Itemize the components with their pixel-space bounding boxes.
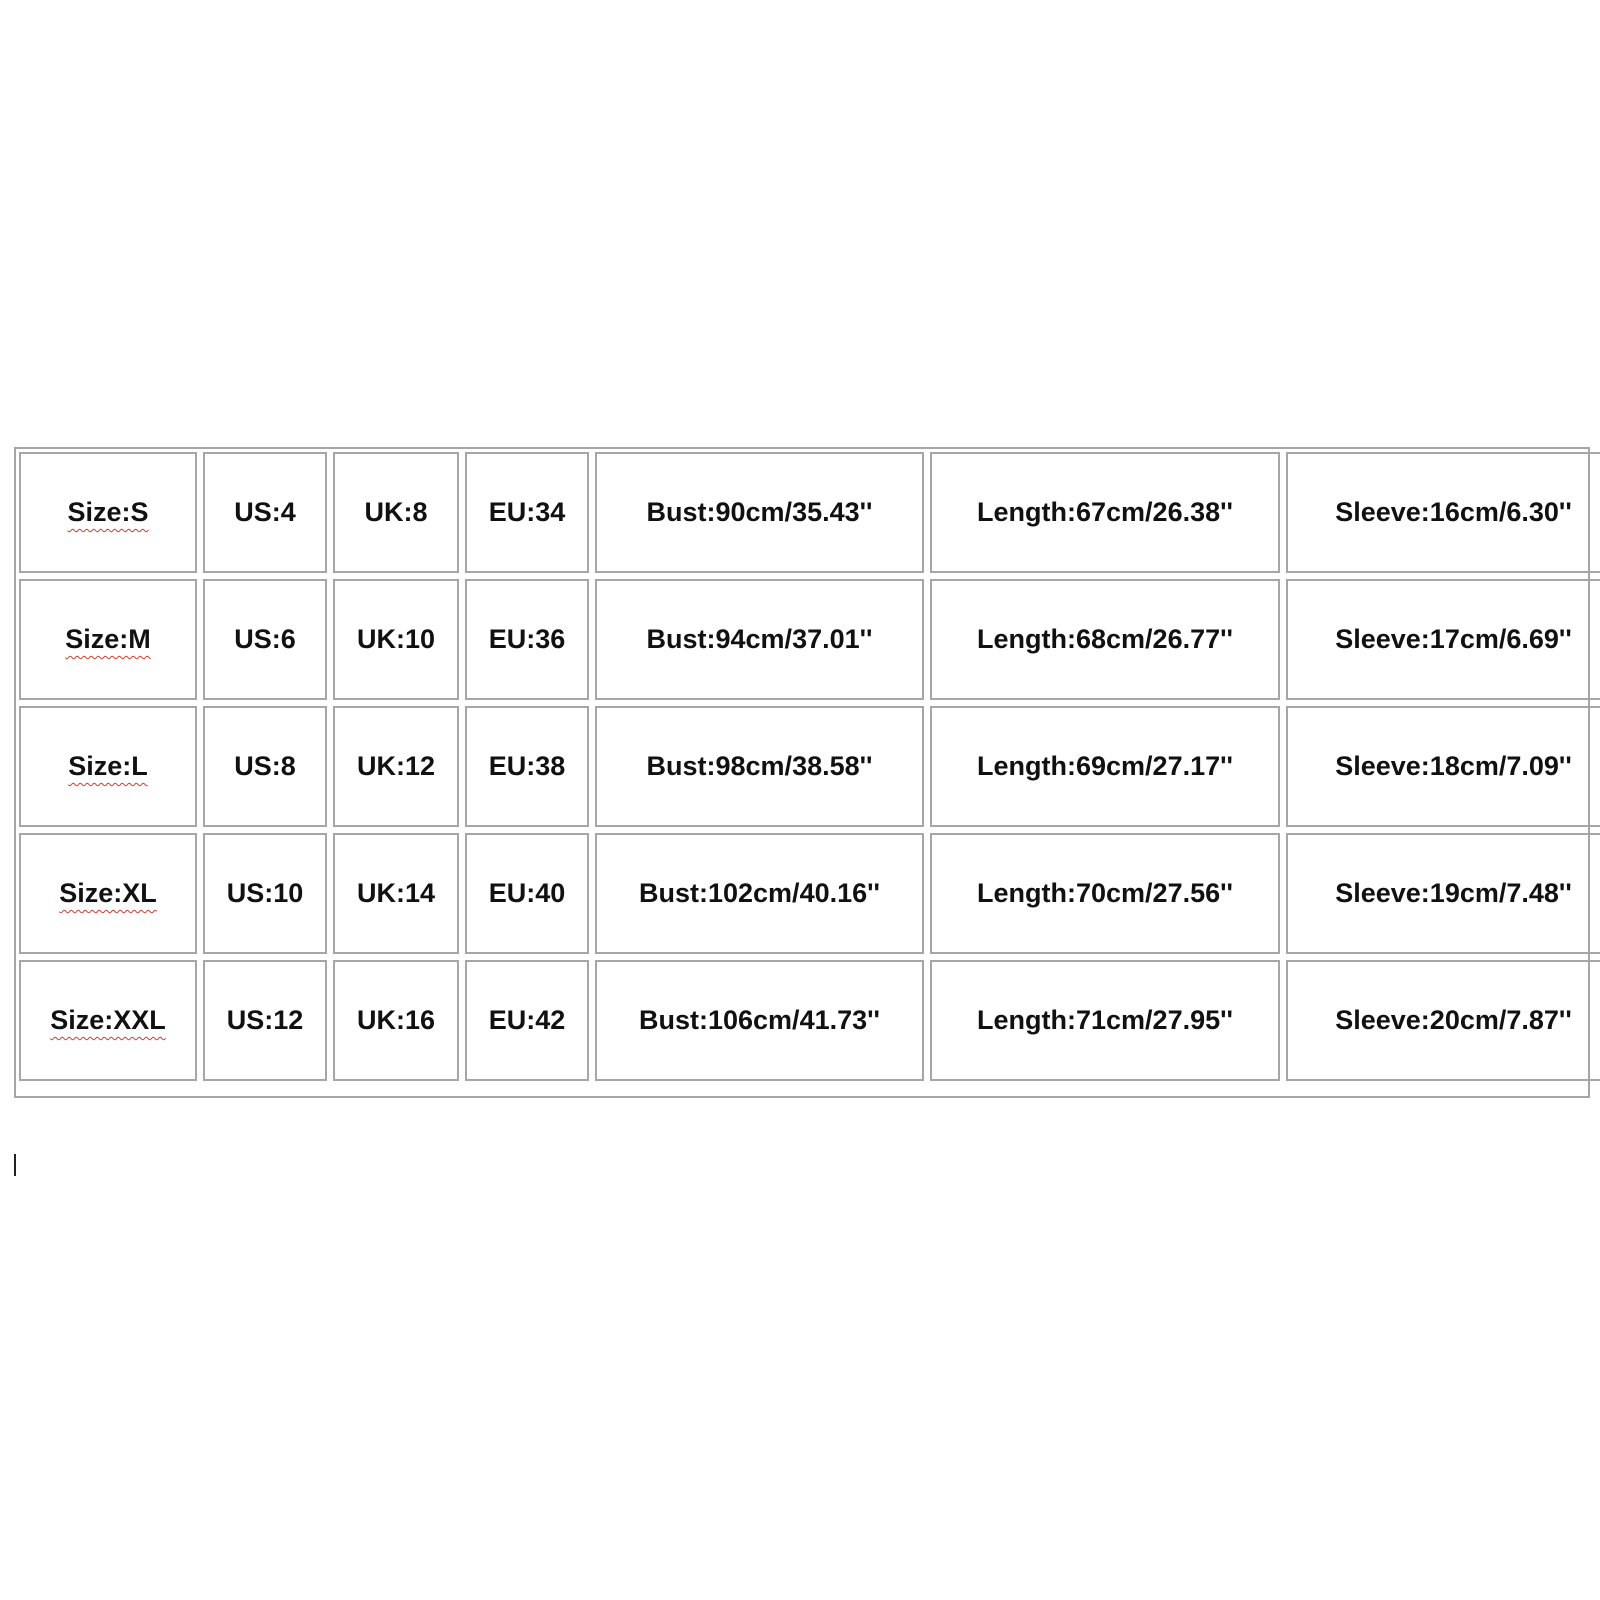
size-cell <box>19 452 197 573</box>
table-row <box>19 960 1600 1081</box>
bust-cell: Bust:102cm/40.16'' <box>595 833 924 954</box>
size-label: Size:M <box>65 624 151 654</box>
text-cursor <box>14 1154 16 1176</box>
size-label: Size:S <box>67 497 149 527</box>
uk-size-cell: UK:16 <box>333 960 459 1081</box>
length-cell: Length:71cm/27.95'' <box>930 960 1280 1081</box>
sleeve-cell: Sleeve:20cm/7.87'' <box>1286 960 1600 1081</box>
uk-size-cell: UK:14 <box>333 833 459 954</box>
eu-size-cell: EU:42 <box>465 960 589 1081</box>
uk-size-cell: UK:12 <box>333 706 459 827</box>
sleeve-cell: Sleeve:17cm/6.69'' <box>1286 579 1600 700</box>
size-cell <box>19 833 197 954</box>
eu-size-cell: EU:38 <box>465 706 589 827</box>
bust-cell: Bust:90cm/35.43'' <box>595 452 924 573</box>
bust-cell: Bust:94cm/37.01'' <box>595 579 924 700</box>
table-row <box>19 579 1600 700</box>
us-size-cell: US:10 <box>203 833 327 954</box>
size-label: Size:L <box>68 751 148 781</box>
sleeve-cell: Sleeve:19cm/7.48'' <box>1286 833 1600 954</box>
size-chart-table <box>13 446 1600 1087</box>
table-row <box>19 833 1600 954</box>
length-cell: Length:67cm/26.38'' <box>930 452 1280 573</box>
uk-size-cell: UK:10 <box>333 579 459 700</box>
size-cell <box>19 579 197 700</box>
us-size-cell: US:8 <box>203 706 327 827</box>
us-size-cell: US:4 <box>203 452 327 573</box>
size-chart-table-frame <box>14 447 1590 1098</box>
bust-cell: Bust:106cm/41.73'' <box>595 960 924 1081</box>
sleeve-cell: Sleeve:16cm/6.30'' <box>1286 452 1600 573</box>
length-cell: Length:70cm/27.56'' <box>930 833 1280 954</box>
us-size-cell: US:12 <box>203 960 327 1081</box>
size-cell <box>19 960 197 1081</box>
table-row <box>19 452 1600 573</box>
size-label: Size:XL <box>59 878 157 908</box>
us-size-cell: US:6 <box>203 579 327 700</box>
sleeve-cell: Sleeve:18cm/7.09'' <box>1286 706 1600 827</box>
eu-size-cell: EU:40 <box>465 833 589 954</box>
bust-cell: Bust:98cm/38.58'' <box>595 706 924 827</box>
eu-size-cell: EU:36 <box>465 579 589 700</box>
length-cell: Length:69cm/27.17'' <box>930 706 1280 827</box>
table-row <box>19 706 1600 827</box>
uk-size-cell: UK:8 <box>333 452 459 573</box>
eu-size-cell: EU:34 <box>465 452 589 573</box>
size-label: Size:XXL <box>50 1005 166 1035</box>
size-cell <box>19 706 197 827</box>
length-cell: Length:68cm/26.77'' <box>930 579 1280 700</box>
